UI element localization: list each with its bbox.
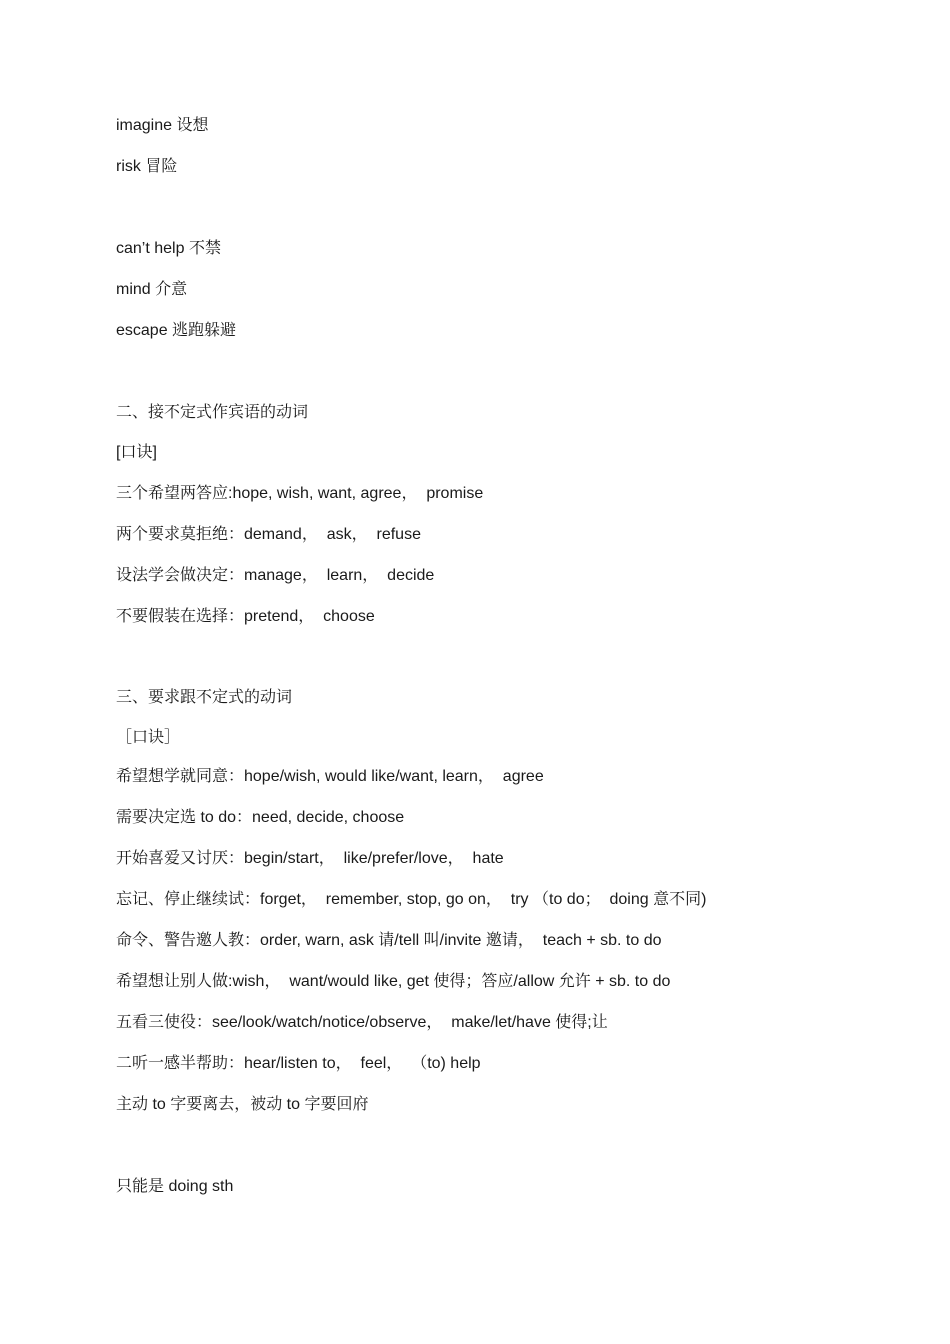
mnemonic-line: 希望想让别人做:wish， want/would like, get 使得；答应/allow 允许 + sb. to do: [116, 973, 671, 990]
mnemonic-line: 二听一感半帮助：hear/listen to， feel， （to) help: [116, 1055, 481, 1072]
vocab-line-cant-help: can’t help 不禁: [116, 240, 221, 257]
note-line: 只能是 doing sth: [116, 1178, 234, 1195]
section-heading-2: 二、接不定式作宾语的动词: [116, 404, 309, 421]
vocab-line-imagine: imagine 设想: [116, 117, 209, 134]
mnemonic-line: 忘记、停止继续试：forget， remember, stop, go on， try （to do； doing 意不同): [116, 891, 707, 908]
mnemonic-line: 命令、警告邀人教：order, warn, ask 请/tell 叫/invite 邀请， teach + sb. to do: [116, 932, 662, 949]
mnemonic-line: 设法学会做决定：manage， learn， decide: [116, 567, 435, 584]
vocab-line-risk: risk 冒险: [116, 158, 178, 175]
mnemonic-line: 两个要求莫拒绝：demand， ask， refuse: [116, 526, 421, 543]
mnemonic-line: 主动 to 字要离去，被动 to 字要回府: [116, 1096, 369, 1113]
mnemonic-line: 需要决定选 to do：need, decide, choose: [116, 809, 405, 826]
mnemonic-line: 三个希望两答应:hope, wish, want, agree， promise: [116, 485, 484, 502]
mnemonic-line: 开始喜爱又讨厌：begin/start， like/prefer/love， hate: [116, 850, 504, 867]
vocab-line-mind: mind 介意: [116, 281, 188, 298]
mnemonic-line: 五看三使役：see/look/watch/notice/observe， make/let/have 使得;让: [116, 1014, 608, 1031]
mnemonic-line: 希望想学就同意：hope/wish, would like/want, learn， agree: [116, 768, 544, 785]
mnemonic-line: 不要假装在选择：pretend， choose: [116, 608, 375, 625]
section-heading-3: 三、要求跟不定式的动词: [116, 689, 293, 706]
mnemonic-label: [口诀]: [116, 444, 157, 461]
mnemonic-label: ［口诀］: [116, 729, 181, 746]
vocab-line-escape: escape 逃跑躲避: [116, 322, 237, 339]
